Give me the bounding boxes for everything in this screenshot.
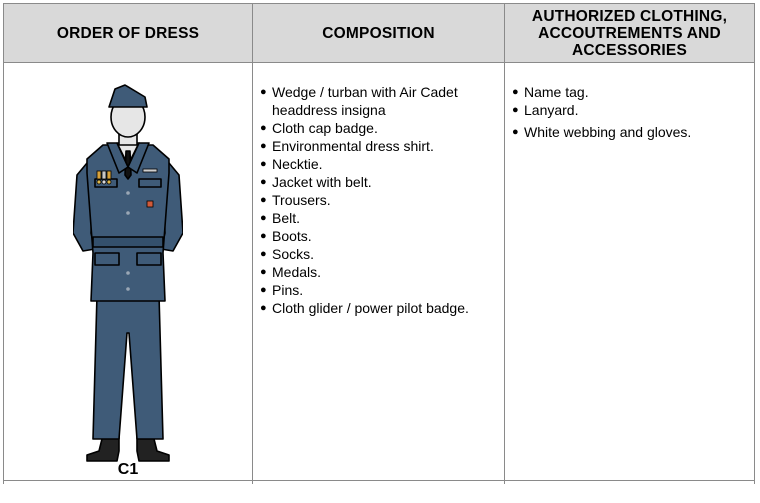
dress-table — [3, 3, 755, 484]
bullet-icon: ● — [260, 122, 267, 134]
bullet-icon: ● — [260, 212, 267, 224]
list-item — [259, 299, 495, 317]
list-item — [259, 209, 495, 227]
list-item — [259, 137, 495, 155]
composition-list — [259, 83, 495, 317]
list-item-text: Pins. — [272, 282, 304, 298]
list-item — [511, 123, 747, 141]
list-item-text: Medals. — [272, 264, 322, 280]
bullet-icon: ● — [512, 86, 519, 98]
list-item — [259, 191, 495, 209]
list-item-text: Name tag. — [524, 84, 589, 100]
bullet-icon: ● — [512, 104, 519, 116]
composition-cell — [259, 83, 495, 503]
column-divider-2 — [504, 3, 505, 484]
list-item-text: Jacket with belt. — [272, 174, 372, 190]
header-composition: COMPOSITION — [253, 4, 504, 62]
list-item — [259, 263, 495, 281]
header-order-of-dress: ORDER OF DRESS — [4, 4, 252, 62]
bullet-icon: ● — [260, 176, 267, 188]
bullet-icon: ● — [260, 266, 267, 278]
list-item-text: Environmental dress shirt. — [272, 138, 434, 154]
list-item-text: White webbing and gloves. — [524, 124, 692, 140]
bullet-icon: ● — [512, 126, 519, 138]
list-item-text: Socks. — [272, 246, 315, 262]
list-item-text: Belt. — [272, 210, 301, 226]
list-item-text: Trousers. — [272, 192, 331, 208]
order-of-dress-label: C1 — [117, 461, 139, 478]
list-item-text: Necktie. — [272, 156, 323, 172]
list-item-text: Cloth glider / power pilot badge. — [272, 300, 469, 316]
bullet-icon: ● — [260, 248, 267, 260]
list-item — [511, 101, 747, 119]
header-authorized-clothing: AUTHORIZED CLOTHING, ACCOUTREMENTS AND ACCESSORIES — [505, 4, 754, 62]
list-item — [259, 83, 495, 119]
order-of-dress-cell — [4, 63, 252, 483]
authorized-list — [511, 83, 747, 141]
list-item — [259, 155, 495, 173]
uniform-figure-illustration — [73, 83, 183, 463]
bullet-icon: ● — [260, 140, 267, 152]
bullet-icon: ● — [260, 194, 267, 206]
list-item — [511, 83, 747, 101]
bullet-icon: ● — [260, 158, 267, 170]
authorized-cell — [511, 83, 747, 503]
bullet-icon: ● — [260, 86, 267, 98]
list-item — [259, 119, 495, 137]
list-item — [259, 227, 495, 245]
list-item-text: Wedge / turban with Air Cadet headdress insigna — [272, 84, 458, 118]
table-border-right — [754, 3, 755, 484]
bullet-icon: ● — [260, 284, 267, 296]
list-item-text: Boots. — [272, 228, 312, 244]
list-item-text: Lanyard. — [524, 102, 579, 118]
bullet-icon: ● — [260, 230, 267, 242]
list-item-text: Cloth cap badge. — [272, 120, 378, 136]
bullet-icon: ● — [260, 302, 267, 314]
list-item — [259, 281, 495, 299]
list-item — [259, 245, 495, 263]
list-item — [259, 173, 495, 191]
column-divider-1 — [252, 3, 253, 484]
